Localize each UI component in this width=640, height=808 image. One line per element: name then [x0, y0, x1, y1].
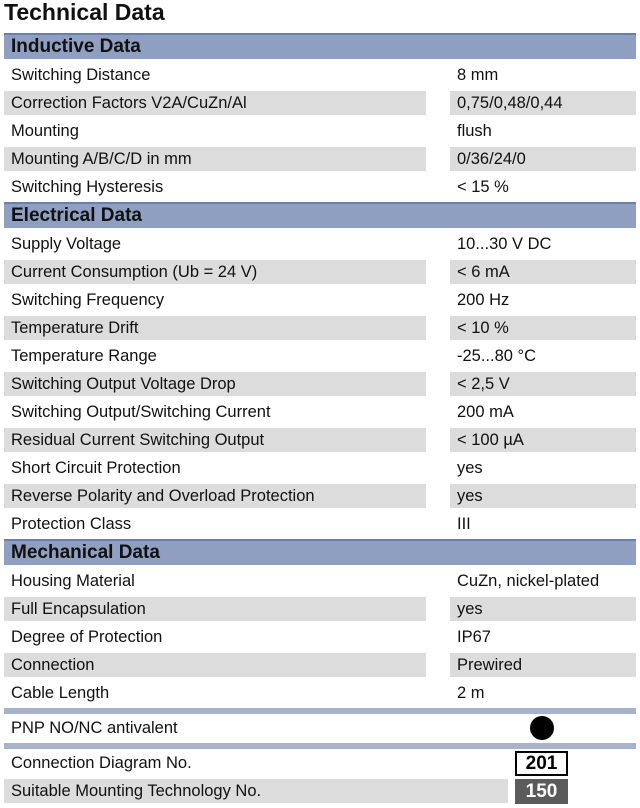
- row-value: flush: [457, 122, 492, 140]
- table-row: [4, 145, 636, 173]
- table-row: [4, 651, 636, 679]
- row-label: Correction Factors V2A/CuZn/Al: [4, 91, 426, 115]
- row-value: 0/36/24/0: [450, 147, 636, 171]
- row-value: yes: [457, 459, 483, 477]
- table-row: [4, 398, 636, 426]
- row-label: Switching Output/Switching Current: [11, 403, 271, 421]
- mounting-technology-number: 150: [515, 779, 568, 804]
- table-row: [4, 454, 636, 482]
- row-value: 200 mA: [457, 403, 514, 421]
- row-value: < 6 mA: [450, 260, 636, 284]
- table-row: [4, 286, 636, 314]
- row-value: < 15 %: [457, 178, 509, 196]
- table-row: [4, 679, 636, 707]
- section-header-electrical: Electrical Data: [4, 202, 636, 228]
- table-row: [4, 61, 636, 89]
- row-value: 2 m: [457, 684, 485, 702]
- table-row: [4, 314, 636, 342]
- row-value: < 2,5 V: [450, 372, 636, 396]
- row-value: 10...30 V DC: [457, 235, 552, 253]
- row-label: Supply Voltage: [11, 235, 122, 253]
- row-value: III: [457, 515, 471, 533]
- page-title: Technical Data: [4, 0, 165, 25]
- row-label: Connection: [4, 653, 426, 677]
- table-row: [4, 595, 636, 623]
- row-value: yes: [450, 597, 636, 621]
- row-label: Switching Frequency: [11, 291, 165, 309]
- table-row: [4, 173, 636, 201]
- mounting-technology-label: Suitable Mounting Technology No.: [4, 779, 508, 803]
- table-row: [4, 482, 636, 510]
- table-row: [4, 510, 636, 538]
- row-label: Cable Length: [11, 684, 110, 702]
- row-label: Temperature Range: [11, 347, 157, 365]
- row-value: < 100 µA: [450, 428, 636, 452]
- row-label: Mounting A/B/C/D in mm: [4, 147, 426, 171]
- connection-diagram-number: 201: [515, 751, 568, 776]
- row-label: Mounting: [11, 122, 79, 140]
- table-row: [4, 426, 636, 454]
- row-label: Protection Class: [11, 515, 132, 533]
- row-label: Switching Hysteresis: [11, 178, 164, 196]
- table-row: [4, 258, 636, 286]
- table-row: [4, 89, 636, 117]
- row-value: -25...80 °C: [457, 347, 537, 365]
- row-label: Residual Current Switching Output: [4, 428, 426, 452]
- row-label: Current Consumption (Ub = 24 V): [4, 260, 426, 284]
- table-row: [4, 342, 636, 370]
- row-label: Full Encapsulation: [4, 597, 426, 621]
- row-value: Prewired: [450, 653, 636, 677]
- row-value: 8 mm: [457, 66, 499, 84]
- table-row: [4, 567, 636, 595]
- section-header-mechanical: Mechanical Data: [4, 539, 636, 565]
- row-label: Switching Output Voltage Drop: [4, 372, 426, 396]
- table-row: [4, 117, 636, 145]
- row-label: Temperature Drift: [4, 316, 426, 340]
- row-label: Reverse Polarity and Overload Protection: [4, 484, 426, 508]
- table-row: [4, 230, 636, 258]
- filled-circle-icon: [530, 716, 554, 740]
- row-value: 200 Hz: [457, 291, 510, 309]
- section-header-inductive: Inductive Data: [4, 33, 636, 59]
- row-label: Switching Distance: [11, 66, 151, 84]
- row-label: Degree of Protection: [11, 628, 163, 646]
- row-value: < 10 %: [450, 316, 636, 340]
- row-value: 0,75/0,48/0,44: [450, 91, 636, 115]
- output-type-label: PNP NO/NC antivalent: [11, 719, 178, 737]
- row-value: IP67: [457, 628, 491, 646]
- row-label: Housing Material: [11, 572, 135, 590]
- table-row: [4, 370, 636, 398]
- row-label: Short Circuit Protection: [11, 459, 181, 477]
- connection-diagram-label: Connection Diagram No.: [11, 754, 192, 772]
- row-value: yes: [450, 484, 636, 508]
- table-row: [4, 623, 636, 651]
- row-value: CuZn, nickel-plated: [457, 572, 600, 590]
